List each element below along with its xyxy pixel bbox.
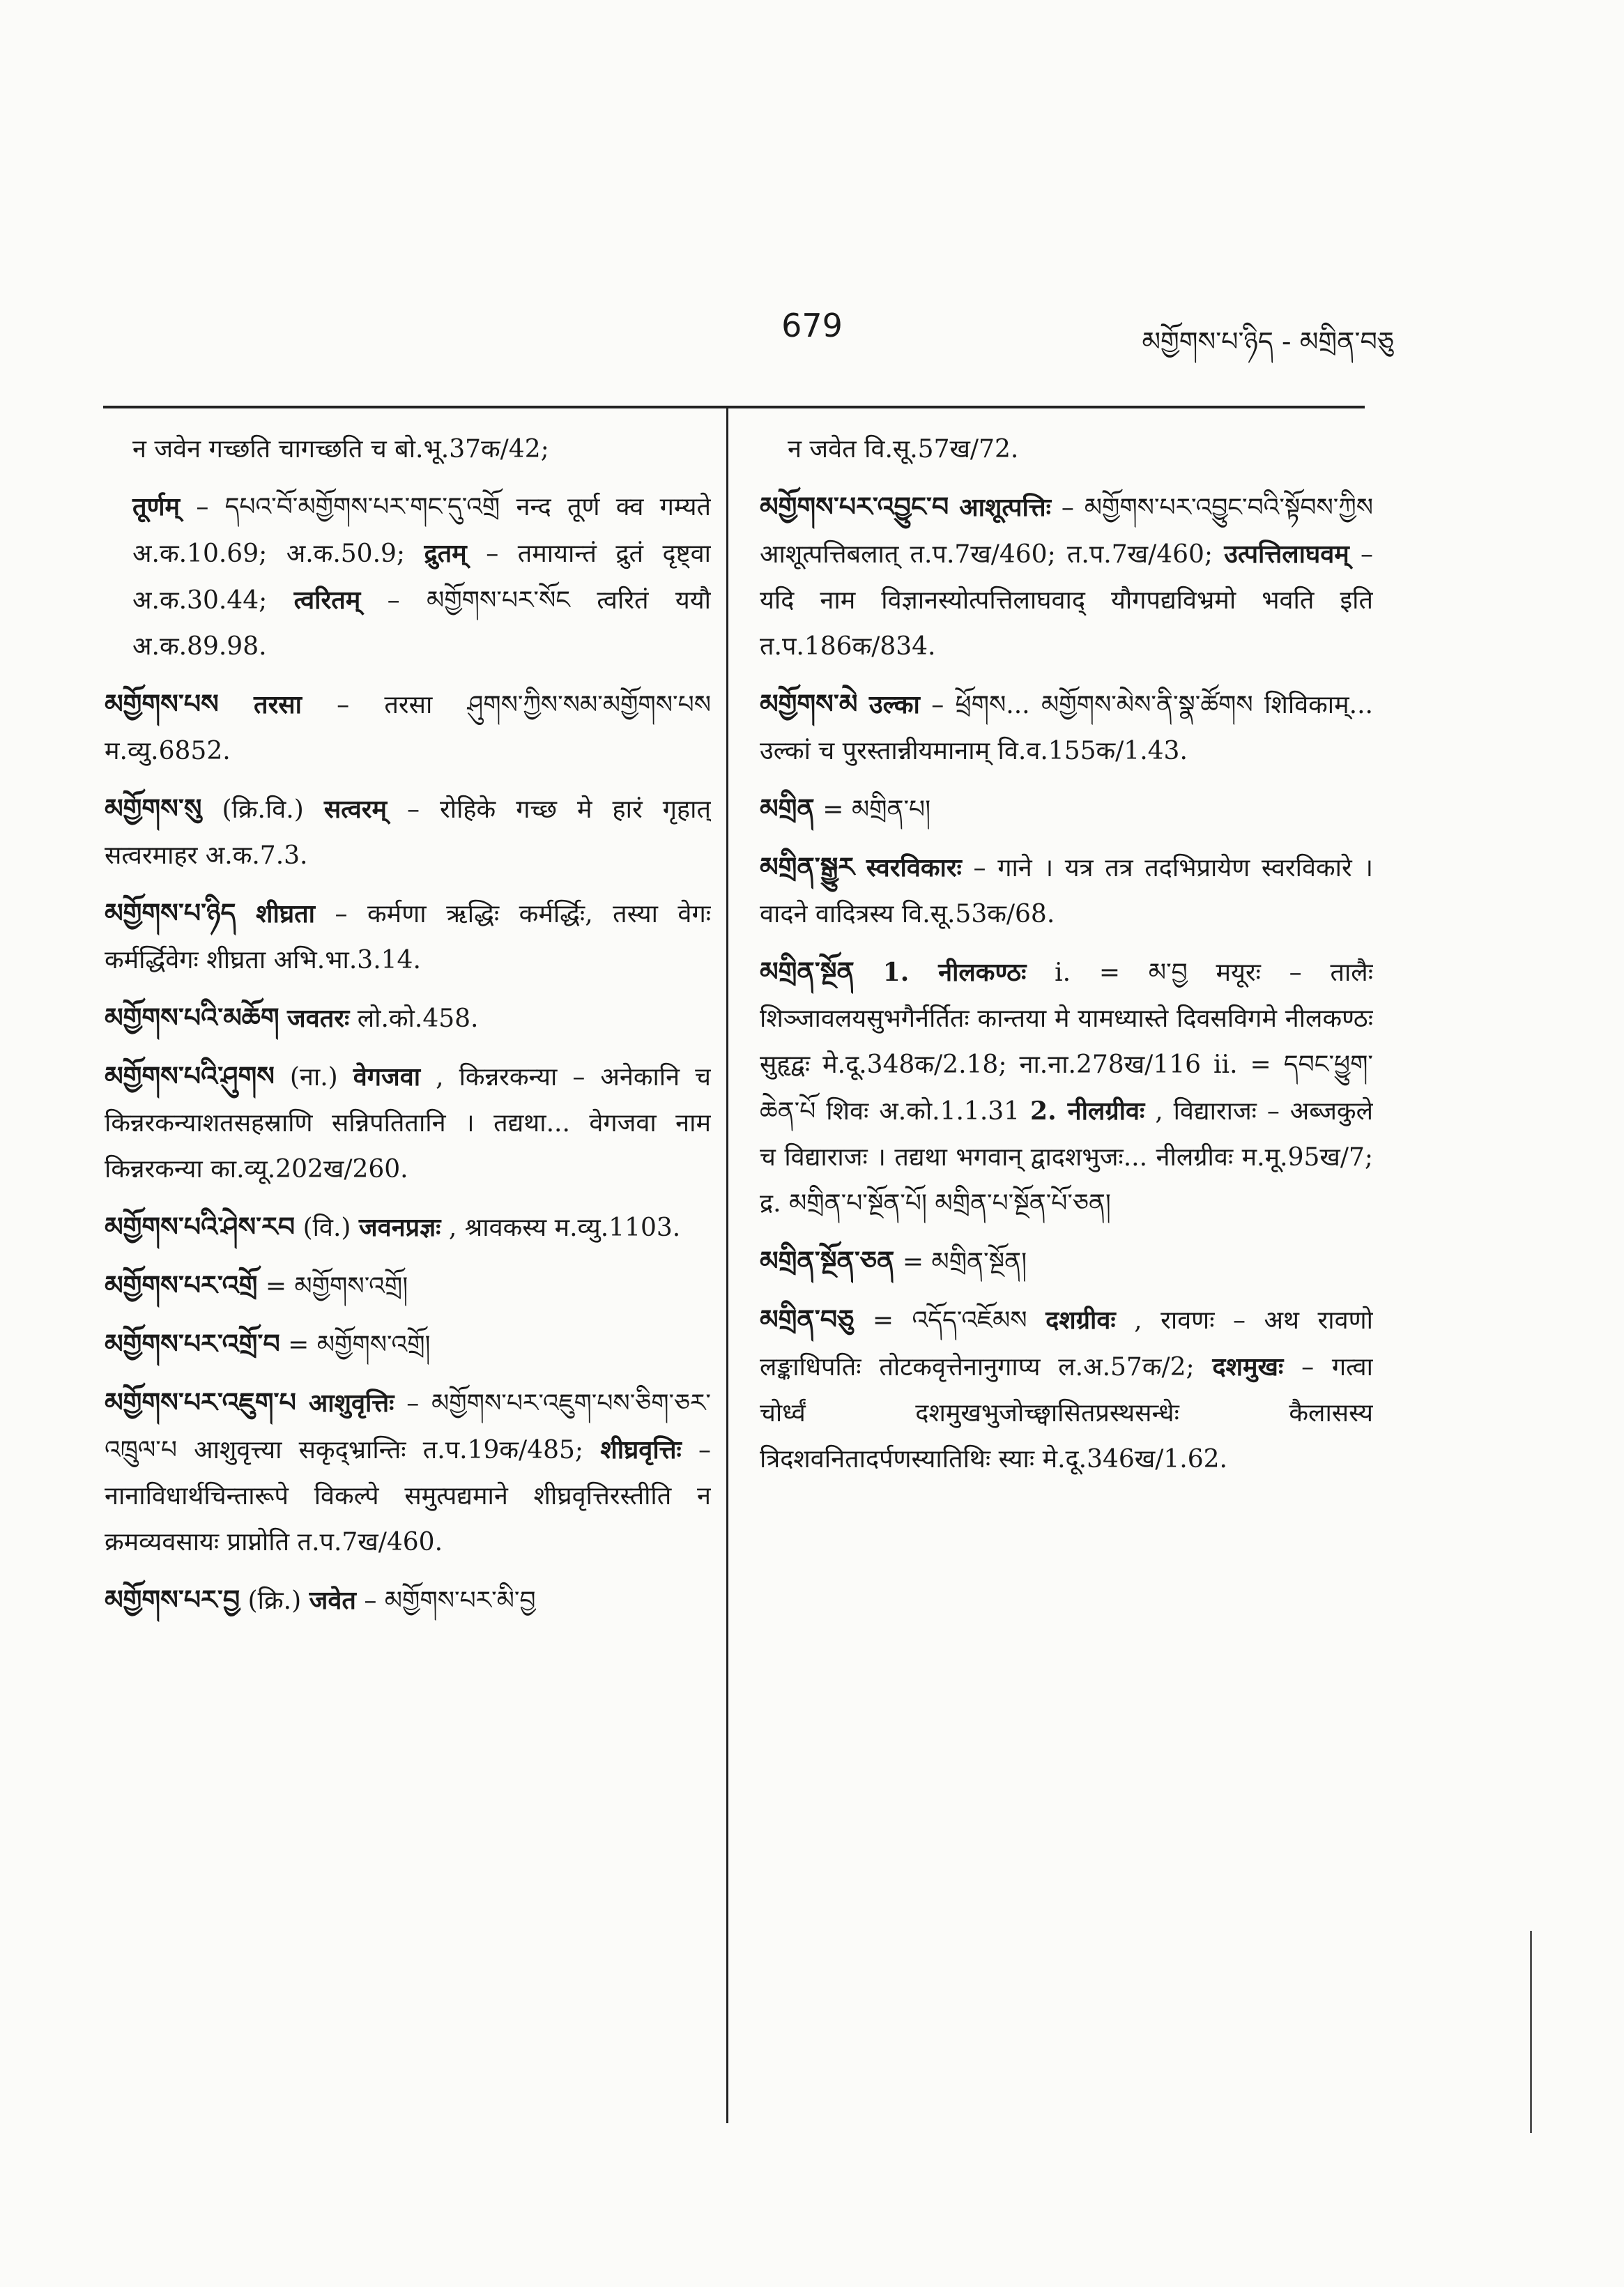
dictionary-entry xyxy=(105,1577,711,1624)
dictionary-entry xyxy=(760,949,1373,1227)
headword: མགྱོགས་པས xyxy=(105,688,219,719)
entry-text: i. = མ་བྱ मयूरः – तालैः शिञ्जावलयसुभगैर्नर्तितः कान्तया मे यामध्यास्ते दिवसविगमे नीलकण्ठः सुहृद्वः मे.दू.348क/2.18; ना.ना.278ख/116 ii. = དབང་ཕྱུག་ཆེན་པོ शिवः अ.को.1.1.31 xyxy=(760,958,1373,1126)
headword: མགྲིན་སྒྱུར xyxy=(760,851,855,882)
dictionary-entry xyxy=(760,681,1373,774)
header-rule xyxy=(103,406,1365,408)
sanskrit-equivalent: जवतरः xyxy=(287,1004,350,1033)
sanskrit-equivalent: दशग्रीवः xyxy=(1045,1306,1116,1335)
sanskrit-equivalent: दशमुखः xyxy=(1212,1352,1284,1382)
entry-text: लो.को.458. xyxy=(357,1004,479,1033)
headword: མགྱོགས་པའི་མཆོག xyxy=(105,1002,279,1033)
running-head: མགྱོགས་པ་ཉིད - མགྲིན་བཅུ xyxy=(1142,326,1394,357)
headword: མགྲིན་སྔོན xyxy=(760,956,855,987)
margin-mark xyxy=(1530,1931,1532,2133)
entry-text: – མགྱོགས་པར་འཇུག་པས་ཅིག་ཅར་འཁྲུལ་པ आशुवृत्त्या सकृद्भ्रान्तिः त.प.19क/485; xyxy=(105,1389,711,1464)
sanskrit-equivalent: आशुवृत्तिः xyxy=(308,1389,394,1418)
sanskrit-equivalent: जवेत xyxy=(309,1586,356,1615)
headword: མགྱོགས་པ་ཉིད xyxy=(105,897,236,928)
dictionary-entry xyxy=(760,1238,1373,1285)
sanskrit-equivalent: तरसा xyxy=(254,690,302,719)
entry-text: , किन्नरकन्या – अनेकानि च किन्नरकन्याशतसहस्राणि सन्निपतितानि । तद्यथा... वेगजवा नाम किन्नरकन्या का.व्यू.202ख/260. xyxy=(105,1063,711,1184)
sanskrit-equivalent: 1. नीलकण्ठः xyxy=(882,958,1027,987)
headword: མགྲིན xyxy=(760,793,815,824)
right-column xyxy=(760,427,1373,2127)
entry-text: (वि.) xyxy=(302,1214,351,1242)
entry-text: = འདོད་འཇོམས xyxy=(872,1306,1027,1335)
dictionary-entry xyxy=(760,844,1373,938)
dictionary-entry xyxy=(105,1262,711,1310)
entry-text: – तरसा ཤུགས་ཀྱིས་སམ་མགྱོགས་པས म.व्यु.6852. xyxy=(105,691,711,765)
entry-text: – तमायान्तं द्रुतं दृष्ट्वा अ.क.30.44; xyxy=(132,540,711,615)
entry-text: – नानाविधार्थचिन्तारूपे विकल्पे समुत्पद्यमाने शीघ्रवृत्तिरस्तीति न क्रमव्यवसायः प्राप्नोति त.प.7ख/460. xyxy=(105,1436,711,1556)
entry-text: – कर्मणा ऋद्धिः कर्मर्द्धिः, तस्या वेगः कर्मर्द्धिवेगः शीघ्रता अभि.भा.3.14. xyxy=(105,900,711,974)
entry-text: – यदि नाम विज्ञानस्योत्पत्तिलाघवाद् यौगपद्यविभ्रमो भवति इति त.प.186क/834. xyxy=(760,540,1373,661)
headword: མགྲིན་སྔོན་ཅན xyxy=(760,1245,895,1276)
dictionary-entry xyxy=(105,427,711,473)
entry-text: – रोहिके गच्छ मे हारं गृहात् सत्वरमाहर अ.क.7.3. xyxy=(105,795,711,870)
sanskrit-equivalent: सत्वरम् xyxy=(323,795,387,824)
headword: མགྱོགས་སུ xyxy=(105,793,202,824)
dictionary-entry xyxy=(105,1053,711,1193)
entry-text: – ཕྲོགས... མགྱོགས་མེས་ནི་སྣ་ཚོགས शिविकाम्... उल्कां च पुरस्तान्नीयमानाम् वि.व.155क/1.43. xyxy=(760,691,1373,765)
entry-text: – गाने । यत्र तत्र तदभिप्रायेण स्वरविकारे । वादने वादित्रस्य वि.सू.53क/68. xyxy=(760,854,1373,928)
sanskrit-equivalent: उल्का xyxy=(868,690,920,719)
column-rule xyxy=(726,408,728,2123)
sanskrit-equivalent: द्रुतम् xyxy=(424,539,467,568)
headword: མགྲིན་བཅུ xyxy=(760,1303,855,1335)
dictionary-entry xyxy=(760,484,1373,670)
sanskrit-equivalent: शीघ्रवृत्तिः xyxy=(600,1435,682,1464)
headword: མགྱོགས་པར་འབྱུང་བ xyxy=(760,491,949,522)
entry-text: , रावणः – अथ रावणो लङ्काधिपतिः तोटकवृत्तेनानुगाप्य ल.अ.57क/2; xyxy=(760,1306,1373,1382)
entry-text: = མགྱོགས་འགྲོ། xyxy=(265,1272,408,1301)
dictionary-entry xyxy=(105,484,711,670)
sanskrit-equivalent: उत्पत्तिलाघवम् xyxy=(1224,540,1349,569)
dictionary-entry xyxy=(105,1379,711,1566)
sanskrit-equivalent: जवनप्रज्ञः xyxy=(358,1213,441,1242)
dictionary-entry xyxy=(105,1321,711,1368)
left-column xyxy=(105,427,711,2127)
dictionary-entry xyxy=(105,786,711,879)
entry-text: (ना.) xyxy=(289,1063,338,1092)
entry-text: – མགྱོགས་པར་འབྱུང་བའི་སྟོབས་ཀྱིས आशूत्पत्तिबलात् त.प.7ख/460; त.प.7ख/460; xyxy=(760,494,1373,569)
entry-text: = མགྲིན་སྔོན། xyxy=(902,1248,1027,1276)
entry-text: – མགྱོགས་པར་མི་བྱ xyxy=(364,1586,536,1615)
sanskrit-equivalent: आशूत्पत्तिः xyxy=(959,493,1051,522)
sanskrit-equivalent: तूर्णम् xyxy=(132,492,181,521)
dictionary-entry xyxy=(760,786,1373,833)
dictionary-entry xyxy=(105,681,711,774)
headword: མགྱོགས་པར་འགྲོ xyxy=(105,1269,258,1301)
entry-text: (क्रि.) xyxy=(247,1586,302,1615)
headword: མགྱོགས་པར་བྱ xyxy=(105,1584,240,1615)
headword: མགྱོགས་མེ xyxy=(760,688,858,719)
entry-text: (क्रि.वि.) xyxy=(222,795,304,824)
entry-text: – गत्वा चोर्ध्वं दशमुखभुजोच्छ्वासितप्रस्थसन्धेः कैलासस्य त्रिदशवनितादर्पणस्यातिथिः स्याः मे.दू.346ख/1.62. xyxy=(760,1353,1373,1474)
headword: མགྱོགས་པར་འགྲོ་བ xyxy=(105,1328,280,1359)
dictionary-entry xyxy=(760,427,1373,473)
sanskrit-equivalent: त्वरितम् xyxy=(293,586,361,615)
entry-text: , श्रावकस्य म.व्यु.1103. xyxy=(448,1214,681,1242)
entry-text: , विद्याराजः – अब्जकुले च विद्याराजः । तद्यथा भगवान् द्वादशभुजः... नीलग्रीवः म.मू.95ख/7; द्र. མགྲིན་པ་སྔོན་པོ། མགྲིན་པ་སྔོན་པོ་ཅན། xyxy=(760,1097,1373,1218)
dictionary-entry xyxy=(105,995,711,1042)
entry-text: न जवेत वि.सू.57ख/72. xyxy=(788,435,1019,464)
entry-text: – མགྱོགས་པར་སོང त्वरितं ययौ अ.क.89.98. xyxy=(132,586,711,661)
entry-text: न जवेन गच्छति चागच्छति च बो.भू.37क/42; xyxy=(132,435,549,464)
entry-text: – དཔའ་བོ་མགྱོགས་པར་གང་དུ་འགྲོ नन्द तूर्ण क्व गम्यते अ.क.10.69; अ.क.50.9; xyxy=(132,493,711,568)
entry-text: = མགྲིན་པ། xyxy=(822,795,931,824)
sanskrit-equivalent: 2. नीलग्रीवः xyxy=(1030,1096,1145,1126)
entry-text: = མགྱོགས་འགྲོ། xyxy=(288,1331,431,1359)
headword: མགྱོགས་པར་འཇུག་པ xyxy=(105,1386,296,1418)
dictionary-entry xyxy=(105,890,711,984)
sanskrit-equivalent: स्वरविकारः xyxy=(866,853,962,882)
sanskrit-equivalent: शीघ्रता xyxy=(256,899,315,928)
headword: མགྱོགས་པའི་ཤེས་རབ xyxy=(105,1211,296,1242)
page-number: 679 xyxy=(781,307,843,344)
sanskrit-equivalent: वेगजवा xyxy=(353,1062,421,1092)
headword: མགྱོགས་པའི་ཤུགས xyxy=(105,1060,275,1092)
dictionary-entry xyxy=(760,1297,1373,1483)
dictionary-entry xyxy=(105,1204,711,1251)
